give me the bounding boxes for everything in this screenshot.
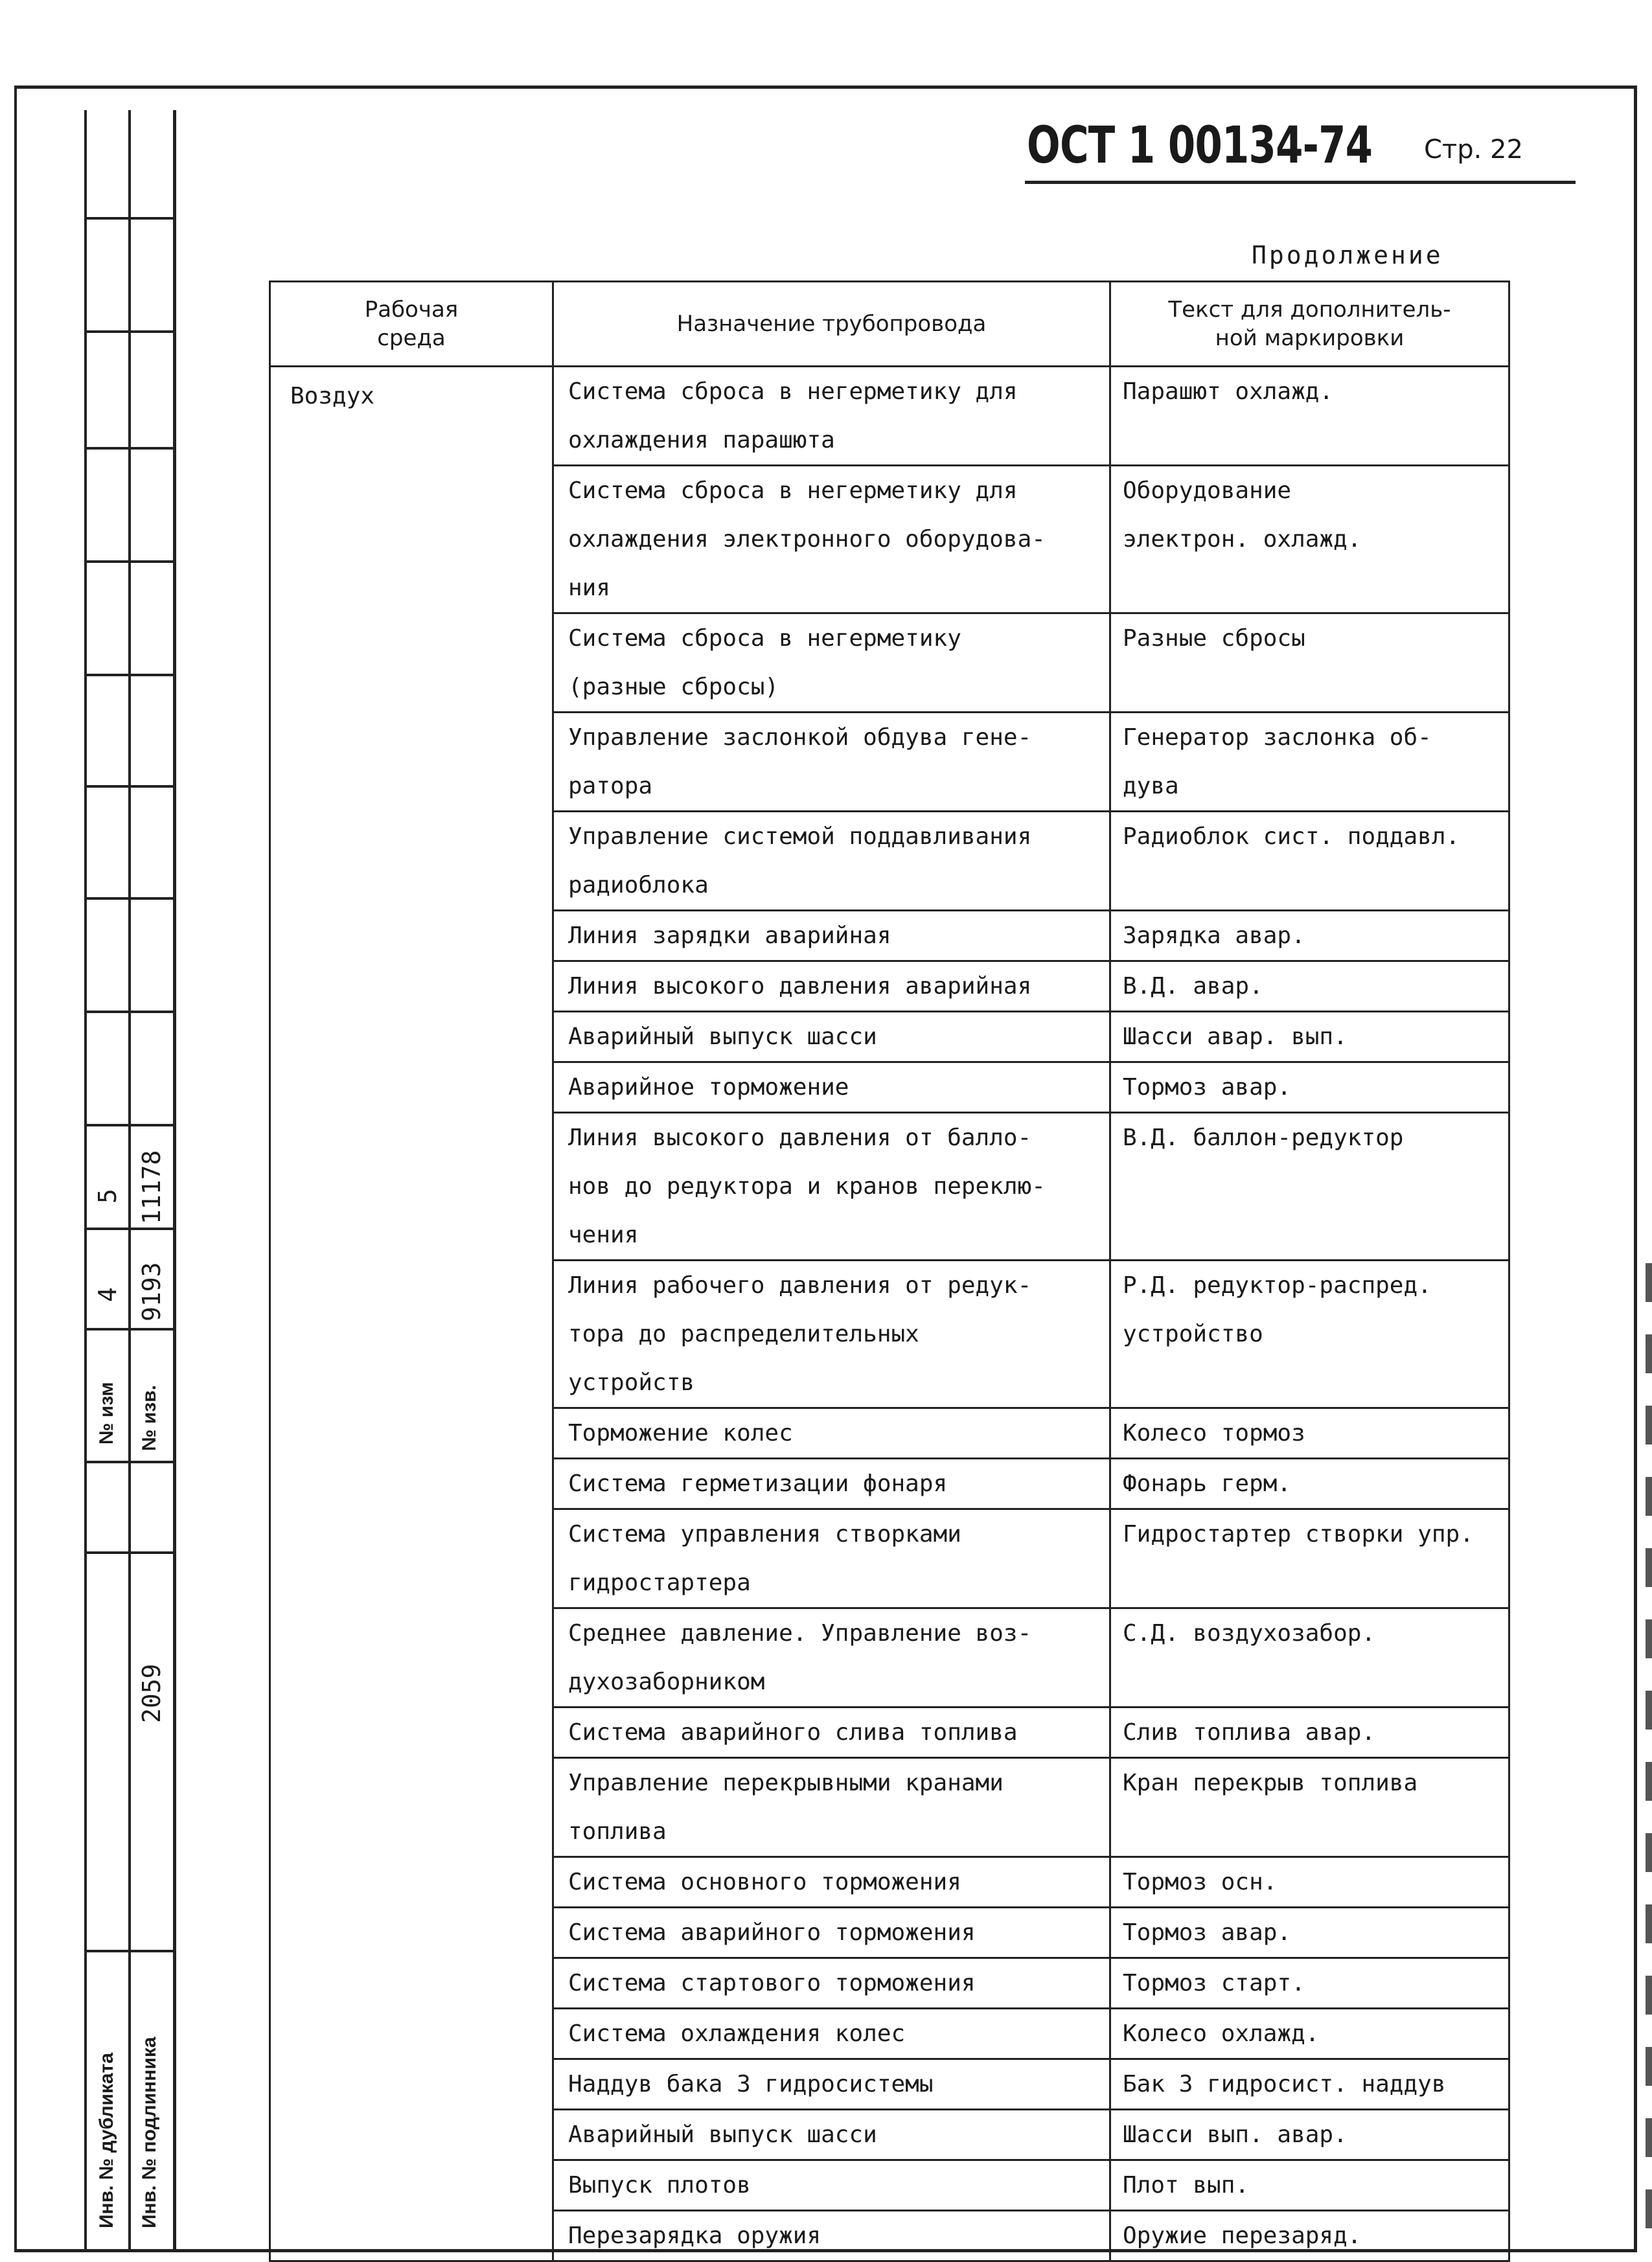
- purpose-cell: [553, 2110, 1110, 2160]
- marking-text-line: Тормоз авар.: [1123, 1074, 1292, 1101]
- marking-text-line: Р.Д. редуктор-распред.: [1123, 1272, 1432, 1299]
- purpose-line: Перезарядка оружия: [568, 2222, 821, 2249]
- marking-text-cell: [1110, 2160, 1509, 2211]
- purpose-line: тора до распределительных: [568, 1321, 919, 1347]
- purpose-line: Управление перекрывными кранами: [568, 1770, 1004, 1796]
- purpose-line: Среднее давление. Управление воз-: [568, 1620, 1032, 1647]
- marking-text-line: Слив топлива авар.: [1123, 1719, 1376, 1746]
- purpose-line: Система сброса в негерметику для: [568, 477, 1018, 504]
- column-header-purpose: [553, 282, 1110, 367]
- margin-line: [84, 447, 176, 450]
- margin-line: [84, 1950, 176, 1952]
- table-header-row: [270, 282, 1509, 367]
- margin-line: [84, 1228, 176, 1230]
- purpose-line: охлаждения парашюта: [568, 427, 835, 453]
- purpose-line: Наддув бака 3 гидросистемы: [568, 2071, 934, 2097]
- marking-text-cell: [1110, 1408, 1509, 1459]
- document-code-underline: [1025, 181, 1576, 184]
- margin-original-inv-label: Инв. № подлинника: [139, 2037, 160, 2228]
- purpose-cell: [553, 713, 1110, 812]
- margin-change-label: № изм: [96, 1382, 117, 1445]
- purpose-cell: [553, 466, 1110, 613]
- marking-text-cell: [1110, 1113, 1509, 1261]
- margin-line: [84, 560, 176, 563]
- purpose-cell: [553, 1708, 1110, 1758]
- marking-text-cell: [1110, 1758, 1509, 1857]
- purpose-line: Система управления створками: [568, 1521, 961, 1548]
- marking-text-cell: [1110, 1509, 1509, 1608]
- purpose-line: Торможение колес: [568, 1420, 793, 1446]
- marking-text-cell: [1110, 1708, 1509, 1758]
- marking-text-line: Генератор заслонка об-: [1123, 724, 1432, 751]
- marking-text-line: дува: [1123, 773, 1179, 799]
- marking-text-cell: [1110, 1908, 1509, 1958]
- marking-text-cell: [1110, 1857, 1509, 1908]
- continuation-label: Продолжение: [1252, 241, 1443, 269]
- purpose-line: Система основного торможения: [568, 1869, 961, 1895]
- margin-notice-number: 11178: [137, 1150, 166, 1224]
- header-line: ной маркировки: [1215, 325, 1405, 351]
- marking-text-cell: [1110, 1261, 1509, 1408]
- column-header-marking-text: [1110, 282, 1509, 367]
- purpose-line: Линия высокого давления от балло-: [568, 1125, 1032, 1151]
- marking-text-line: Оружие перезаряд.: [1123, 2222, 1362, 2249]
- marking-text-line: Колесо охлажд.: [1123, 2020, 1320, 2047]
- purpose-line: ратора: [568, 773, 653, 799]
- page-number: Стр. 22: [1424, 135, 1523, 165]
- marking-text-line: Шасси вып. авар.: [1123, 2121, 1348, 2148]
- header-line: среда: [377, 325, 446, 351]
- purpose-cell: [553, 613, 1110, 713]
- marking-text-line: Радиоблок сист. поддавл.: [1123, 823, 1460, 850]
- marking-text-line: Шасси авар. вып.: [1123, 1023, 1348, 1050]
- margin-line: [84, 1461, 176, 1463]
- marking-text-cell: [1110, 1459, 1509, 1509]
- marking-text-line: В.Д. авар.: [1123, 973, 1263, 1000]
- marking-text-line: Фонарь герм.: [1123, 1470, 1292, 1497]
- marking-text-line: С.Д. воздухозабор.: [1123, 1620, 1376, 1647]
- margin-column-divider: [128, 110, 131, 2252]
- purpose-line: Аварийный выпуск шасси: [568, 2121, 877, 2148]
- purpose-cell: [553, 961, 1110, 1012]
- table-row: [270, 367, 1509, 466]
- purpose-line: охлаждения электронного оборудова-: [568, 526, 1046, 553]
- marking-text-cell: [1110, 466, 1509, 613]
- margin-line: [84, 674, 176, 676]
- margin-line: [84, 1011, 176, 1013]
- marking-text-line: Зарядка авар.: [1123, 922, 1305, 949]
- margin-line: [84, 217, 176, 220]
- header-line: Текст для дополнитель-: [1168, 297, 1451, 323]
- margin-line: [84, 897, 176, 900]
- marking-text-cell: [1110, 1608, 1509, 1708]
- marking-table: [269, 280, 1510, 2262]
- marking-text-line: Бак 3 гидросист. наддув: [1123, 2071, 1446, 2097]
- purpose-line: (разные сбросы): [568, 674, 779, 700]
- margin-duplicate-inv-label: Инв. № дубликата: [96, 2052, 117, 2228]
- marking-text-line: Оборудование: [1123, 477, 1292, 504]
- margin-original-inv-number: 2059: [137, 1663, 166, 1723]
- purpose-cell: [553, 812, 1110, 911]
- purpose-line: Линия высокого давления аварийная: [568, 973, 1032, 1000]
- purpose-cell: [553, 911, 1110, 961]
- purpose-line: Система сброса в негерметику: [568, 625, 961, 652]
- purpose-line: Система сброса в негерметику для: [568, 378, 1018, 405]
- marking-text-line: Кран перекрыв топлива: [1123, 1770, 1418, 1796]
- purpose-line: Управление системой поддавливания: [568, 823, 1032, 850]
- marking-text-cell: [1110, 367, 1509, 466]
- marking-text-cell: [1110, 2211, 1509, 2261]
- marking-text-cell: [1110, 2110, 1509, 2160]
- purpose-line: устройств: [568, 1369, 695, 1396]
- medium-value: Воздух: [290, 383, 375, 409]
- purpose-cell: [553, 1608, 1110, 1708]
- marking-text-line: Тормоз авар.: [1123, 1919, 1292, 1946]
- purpose-line: нов до редуктора и кранов переклю-: [568, 1173, 1046, 1200]
- purpose-line: ния: [568, 575, 611, 601]
- marking-text-line: Плот вып.: [1123, 2172, 1250, 2199]
- marking-text-line: электрон. охлажд.: [1123, 526, 1362, 553]
- purpose-cell: [553, 1113, 1110, 1261]
- marking-text-line: устройство: [1123, 1321, 1263, 1347]
- purpose-cell: [553, 1459, 1110, 1509]
- purpose-line: Аварийное торможение: [568, 1074, 849, 1101]
- margin-notice-label: № изв.: [139, 1385, 160, 1451]
- marking-text-cell: [1110, 1958, 1509, 2009]
- purpose-line: духозаборником: [568, 1669, 765, 1695]
- purpose-cell: [553, 1758, 1110, 1857]
- marking-text-line: Гидростартер створки упр.: [1123, 1521, 1474, 1548]
- purpose-line: радиоблока: [568, 872, 709, 898]
- scan-edge-marks: [1646, 1263, 1652, 2235]
- purpose-line: Система аварийного слива топлива: [568, 1719, 1018, 1746]
- purpose-line: Система охлаждения колес: [568, 2020, 906, 2047]
- marking-text-cell: [1110, 911, 1509, 961]
- marking-text-line: Колесо тормоз: [1123, 1420, 1305, 1446]
- marking-text-line: Разные сбросы: [1123, 625, 1305, 652]
- purpose-line: Система аварийного торможения: [568, 1919, 976, 1946]
- purpose-line: Управление заслонкой обдува гене-: [568, 724, 1032, 751]
- marking-text-cell: [1110, 1062, 1509, 1113]
- purpose-line: Система стартового торможения: [568, 1970, 976, 1996]
- purpose-cell: [553, 2059, 1110, 2110]
- purpose-cell: [553, 1012, 1110, 1062]
- marking-text-cell: [1110, 812, 1509, 911]
- purpose-cell: [553, 2160, 1110, 2211]
- marking-text-cell: [1110, 2059, 1509, 2110]
- purpose-cell: [553, 1857, 1110, 1908]
- document-code: ОСТ 1 00134-74: [1027, 117, 1373, 175]
- margin-change-number: 5: [93, 1189, 122, 1204]
- margin-line: [84, 1328, 176, 1331]
- marking-text-cell: [1110, 613, 1509, 713]
- purpose-cell: [553, 1261, 1110, 1408]
- margin-change-number: 4: [93, 1287, 122, 1302]
- margin-line: [84, 1551, 176, 1554]
- marking-text-line: Тормоз старт.: [1123, 1970, 1305, 1996]
- margin-line: [84, 785, 176, 788]
- marking-text-cell: [1110, 961, 1509, 1012]
- purpose-line: Система герметизации фонаря: [568, 1470, 948, 1497]
- purpose-line: чения: [568, 1222, 639, 1248]
- margin-notice-number: 9193: [137, 1262, 166, 1321]
- purpose-line: Линия рабочего давления от редук-: [568, 1272, 1032, 1299]
- marking-text-line: Тормоз осн.: [1123, 1869, 1278, 1895]
- margin-line: [84, 1124, 176, 1126]
- purpose-line: Линия зарядки аварийная: [568, 922, 891, 949]
- medium-cell: [270, 367, 553, 2261]
- marking-text-line: Парашют охлажд.: [1123, 378, 1334, 405]
- header-line: Назначение трубопровода: [676, 311, 987, 337]
- purpose-cell: [553, 1958, 1110, 2009]
- purpose-cell: [553, 367, 1110, 466]
- purpose-line: Аварийный выпуск шасси: [568, 1023, 877, 1050]
- purpose-cell: [553, 2211, 1110, 2261]
- marking-text-cell: [1110, 713, 1509, 812]
- table-body: [270, 367, 1509, 2261]
- marking-text-line: В.Д. баллон-редуктор: [1123, 1125, 1404, 1151]
- purpose-cell: [553, 1908, 1110, 1958]
- purpose-cell: [553, 1509, 1110, 1608]
- purpose-line: гидростартера: [568, 1570, 751, 1596]
- purpose-line: Выпуск плотов: [568, 2172, 751, 2199]
- marking-text-cell: [1110, 2009, 1509, 2059]
- purpose-line: топлива: [568, 1818, 667, 1845]
- header-line: Рабочая: [364, 297, 459, 323]
- purpose-cell: [553, 2009, 1110, 2059]
- margin-line: [84, 330, 176, 333]
- purpose-cell: [553, 1408, 1110, 1459]
- column-header-medium: [270, 282, 553, 367]
- marking-text-cell: [1110, 1012, 1509, 1062]
- purpose-cell: [553, 1062, 1110, 1113]
